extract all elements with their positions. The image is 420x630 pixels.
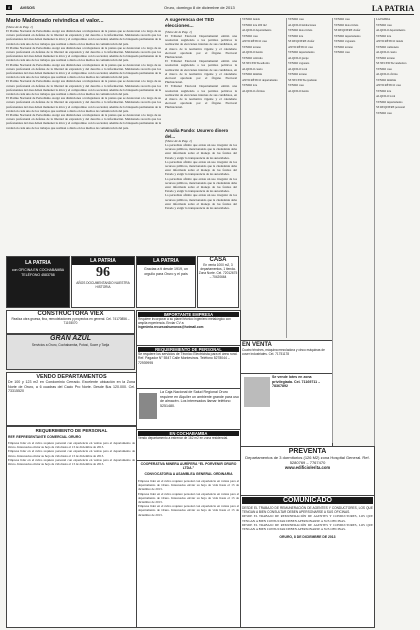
classifieds-column-2 [286, 18, 332, 338]
classified-ad: VENDO casa [376, 66, 392, 71]
classified-ad: ALQUILO departamento [242, 28, 272, 32]
ad-logo: LA PATRIA [72, 257, 134, 265]
ad-website[interactable]: www.edificiolerita.com [284, 465, 331, 470]
ad-text: Empresa líder en el rubro requiere personal con experiencia en ventas para el departamento de Oruro. Interesados enviar su hoja de vida hasta el 13 de diciembre de 2013. [8, 441, 135, 450]
ad-comunicado [240, 495, 375, 628]
article-body-continued: El Premio Nacional de Periodismo otorgó sus distinciones a trabajadores de la prensa que se destacaron a lo largo de su carrera profesional en defensa de la libertad de expresión y del derecho a la información. Maldonado recordó que los profesionales del área deben mantener la ética y el compromiso con la sociedad, además de la búsqueda permanente de la verdad en cada uno de los trabajos que realizan a diario en los medios de comunicación del país. [6, 96, 161, 113]
ad-vendo-departamentos [6, 372, 137, 426]
classifieds-column-2b [332, 18, 375, 443]
classified-ad: ALQUILO oficina [376, 72, 398, 76]
ad-body: Empresa líder en el rubro requiere personal con experiencia en ventas para el departamento de Oruro. Interesados enviar su hoja de vida hasta el 13 de diciembre de 2013. [138, 479, 239, 492]
article-title: Amalia Pando: Usurero dinero del... [165, 128, 229, 139]
classified-ad: SE REQUIERE personal [376, 105, 405, 109]
article-body-continued: El Premio Nacional de Periodismo otorgó sus distinciones a trabajadores de la prensa que se destacaron a lo largo de su carrera profesional en defensa de la libertad de expresión y del derecho a la información. Maldonado recordó que los profesionales del área deben mantener la ética y el compromiso con la sociedad, además de la búsqueda permanente de la verdad en cada uno de los trabajos que realizan a diario en los medios de comunicación del país. [6, 113, 161, 130]
ad-text: con OFICINA EN COCHABAMBA TELÉFONO 4583758 [11, 268, 65, 277]
classified-ad: SE REQUIERE chofer [334, 28, 361, 32]
ad-footer: ORURO, 8 DE DICIEMBRE DE 2013 [279, 535, 336, 540]
article-subtitle: (Viene de la Pág. 1) [165, 139, 192, 143]
ad-text: Servicios a Oruro, Cochabamba, Potosí, Sucre y Tarija [31, 343, 110, 347]
ad-requerimiento-personal [6, 426, 137, 628]
ad-text: DESDE EL TRABAJO DE REMUNERACIÓN DE AGENTES Y CONDUCTORES, LOS QUE TENGAN A BIEN CONSULTAR DEBEN APERSONARSE A SUS OFICINAS. [242, 506, 373, 515]
ad-text-continued: DESDE EL TRABAJO DE REMUNERACIÓN DE AGENTES Y CONDUCTORES, LOS QUE TENGAN A BIEN CONSULTAR DEBEN APERSONARSE A SUS OFICINAS. [242, 522, 373, 532]
classified-ad: VENDO lote [376, 33, 392, 38]
classified-ad: VENDO motocicleta [288, 28, 313, 32]
classified-ad: VENDO terreno [242, 44, 262, 49]
classified-ad: ALQUILO tienda [288, 88, 309, 93]
page-date: Oruro, domingo 8 de diciembre de 2013 [164, 5, 235, 10]
ad-logo: LA PATRIA [25, 260, 51, 266]
article-body-continued: El Tribunal Electoral Departamental emitió una resolución sugiriendo a los partidos políticos la realización de elecciones internas de sus candidatos, en el marco de la normativa vigente y el calendario electoral aprobado por el Órgano Electoral Plurinacional. [165, 84, 237, 110]
classified-ad: VENDO casa [288, 83, 304, 87]
ad-text: Se requiere los servicios de Técnico Electricista para el área rural. Ref. Pagador N° 5547 Calle Montesinos. Teléfono 5278044 – 72939995 [138, 352, 238, 365]
classified-ad: VENDO casa [334, 18, 350, 21]
ad-text: Realiza obra gruesa, fina, remodelaciones y proyectos en general. Cel. 74170856 – 71193070 [11, 317, 130, 325]
classified-ad: ANTICRÉTICO casa [242, 39, 267, 43]
classified-ad: VENDO terreno [376, 55, 396, 60]
ad-text: Gracias a ti desde 1919, un orgullo para Oruro y el país [144, 267, 188, 276]
ad-patria-cochabamba [6, 256, 70, 308]
classified-ad: VENDO minibús [376, 77, 397, 82]
classified-ad: ALQUILO cuarto [376, 50, 397, 54]
article-body: La periodista afirmó que existe un uso irregular de los recursos públicos, mencionando que la ciudadanía debe estar informada sobre el manejo de los fondos del Estado y exigir la transparencia de las autoridades. [165, 143, 237, 160]
classified-ad: VENDO casa [376, 22, 392, 27]
ad-text: Se vende lotes en zona privilegiada. Cel. 71169711 – 78367892 [272, 375, 321, 389]
article-body: El Premio Nacional de Periodismo otorgó sus distinciones a trabajadores de la prensa que se destacaron a lo largo de su carrera profesional en defensa de la libertad de expresión y del derecho a la información. Maldonado recordó que los profesionales del área deben mantener la ética y el compromiso con la sociedad, además de la búsqueda permanente de la verdad en cada uno de los trabajos que realizan a diario en los medios de comunicación del país. [6, 29, 161, 46]
ad-en-cochabamba [136, 429, 241, 461]
classified-ad: ALQUILO cuarto [242, 66, 263, 71]
ad-importante-empresa [136, 310, 241, 346]
article-body-continued: El Tribunal Electoral Departamental emitió una resolución sugiriendo a los partidos políticos la realización de elecciones internas de sus candidatos, en el marco de la normativa vigente y el calendario electoral aprobado por el Órgano Electoral Plurinacional. [165, 59, 237, 85]
ad-title: PREVENTA [288, 448, 327, 455]
ad-patria-96-years [71, 256, 135, 308]
article-body-continued: El Premio Nacional de Periodismo otorgó sus distinciones a trabajadores de la prensa que se destacaron a lo largo de su carrera profesional en defensa de la libertad de expresión y del derecho a la información. Maldonado recordó que los profesionales del área deben mantener la ética y el compromiso con la sociedad, además de la búsqueda permanente de la verdad en cada uno de los trabajos que realizan a diario en los medios de comunicación del país. [6, 45, 161, 63]
classified-ad: VENDO departamento [376, 99, 403, 104]
ad-title: IMPORTANTE EMPRESA [138, 312, 239, 317]
ad-requerimiento-electricista [136, 345, 241, 389]
classified-ad: VENDO lote 200 m2 [242, 22, 267, 27]
ad-subtitle: CONVOCATORIA A ASAMBLEA GENERAL ORDINARIA [144, 472, 233, 476]
classified-ad: VENDO lote [288, 33, 304, 38]
ad-preventa [240, 446, 375, 496]
article-pando [165, 128, 237, 248]
newspaper-logo: LA PATRIA [371, 4, 414, 13]
classified-ad: ANTICRÉTICO casa [376, 83, 401, 87]
classified-ad: SE NECESITA ayudante [288, 77, 317, 82]
classified-ad: ANTICRÉTICO departamento [242, 77, 278, 82]
ad-title: EN COCHABAMBA [138, 431, 239, 436]
ad-title: GRAN AZUL [50, 335, 91, 342]
ad-title: CASA [209, 257, 227, 263]
classified-ad: VENDO camioneta [376, 44, 399, 49]
classified-ad: VENDO departamento [334, 33, 361, 38]
classified-ad: ALQUILO local [376, 94, 396, 98]
classified-ad: VENDO casa [376, 110, 392, 115]
page-header [6, 4, 414, 14]
ad-text: Requiere incorporar a su planel técnico ingeniero metalúrgico con amplia experiencia. Enviar CV a: [138, 317, 231, 325]
classifieds-column-3 [374, 18, 417, 626]
classified-ad: ANTICRÉTICO casa [288, 44, 313, 49]
classified-ad: VENDO vagoneta [288, 61, 310, 65]
classified-ad: ANTICRÉTICO tienda [376, 39, 404, 43]
ad-title: EN VENTA [242, 342, 272, 348]
classified-ad: ALQUILO local [288, 66, 308, 71]
ad-inmobiliaria [240, 373, 333, 447]
header-rule [6, 14, 414, 15]
classified-ad: SE REQUIERE chofer [288, 39, 315, 43]
ad-text: La Caja Nacional de Salud Regional Oruro requiere en Alquiler un ambiente grande para uso de almacén. Los interesados llamar teléfono 5251480. [160, 390, 239, 408]
article-body-continued: El Premio Nacional de Periodismo otorgó sus distinciones a trabajadores de la prensa que se destacaron a lo largo de su carrera profesional en defensa de la libertad de expresión y del derecho a la información. Maldonado recordó que los profesionales del área deben mantener la ética y el compromiso con la sociedad, además de la búsqueda permanente de la verdad en cada uno de los trabajos que realizan a diario en los medios de comunicación del país. [6, 79, 161, 97]
classified-ad: VENDO tienda [242, 18, 260, 21]
classified-ad: VENDO motocicleta [334, 22, 359, 27]
ad-subtitle: REF. REPRESENTANTE COMERCIAL ORURO [8, 435, 81, 439]
classified-ad: ALQUILO departamento [376, 28, 406, 32]
article-body-continued: La periodista afirmó que existe un uso irregular de los recursos públicos, mencionando que la ciudadanía debe estar informada sobre el manejo de los fondos del Estado y exigir la transparencia de las autoridades. [165, 159, 237, 177]
article-body: El Tribunal Electoral Departamental emitió una resolución sugiriendo a los partidos políticos la realización de elecciones internas de sus candidatos, en el marco de la normativa vigente y el calendario electoral aprobado por el Órgano Electoral Plurinacional. [165, 34, 237, 60]
classified-ad: VENDO minibús [242, 72, 263, 76]
classified-ad: VENDO casa [242, 33, 258, 38]
article-title: A sugerencia del TED elecciones... [165, 18, 215, 29]
ad-gran-azul [6, 334, 135, 370]
page-number: 8 [8, 5, 11, 10]
ad-text: En venta 1000 m2, 3 departamentos, 1 tienda. Zona Norte. Cel. 72012675 – 70420664 [198, 263, 238, 279]
classified-ad: ALQUILO oficinas [242, 88, 265, 93]
article-ted [165, 18, 237, 126]
ad-title: CONSTRUCTORA VIEX [37, 311, 104, 317]
ad-body-continued: Empresa líder en el rubro requiere personal con experiencia en ventas para el departamento de Oruro. Interesados enviar su hoja de vida hasta el 13 de diciembre de 2013. [138, 491, 239, 505]
article-title: Mario Maldonado reivindica el valor... [6, 18, 104, 24]
classified-ad: SE NECESITA vendedora [376, 61, 407, 65]
section-name: AVISOS [20, 5, 35, 10]
ad-text-continued: Empresa líder en el rubro requiere personal con experiencia en ventas para el departamento de Oruro. Interesados enviar su hoja de vida hasta el 13 de diciembre de 2013. [8, 449, 135, 458]
ad-text: AÑOS DOCUMENTANDO NUESTRA HISTORIA [76, 281, 130, 289]
ad-en-venta [240, 340, 333, 374]
ad-title: REQUERIMIENTO DE PERSONAL [35, 428, 108, 433]
classified-ad: VENDO casa [334, 50, 350, 54]
ad-text-continued: Empresa líder en el rubro requiere personal con experiencia en ventas para el departamento de Oruro. Interesados enviar su hoja de vida hasta el 13 de diciembre de 2013. [8, 457, 135, 467]
classified-ad: VENDO casa [288, 18, 304, 21]
ad-body-continued: Empresa líder en el rubro requiere personal con experiencia en ventas para el departamento de Oruro. Interesados enviar su hoja de vida hasta el 13 de diciembre de 2013. [138, 504, 239, 517]
ad-title: COMUNICADO [242, 497, 373, 504]
ad-email[interactable]: ingenieria.recursoshumanos@hotmail.com [138, 325, 204, 329]
caja-logo-icon [139, 393, 157, 419]
classified-ad: VENDO lote [376, 88, 392, 93]
classified-ad: VENDO lote [242, 83, 258, 87]
article-body-continued: El Premio Nacional de Periodismo otorgó sus distinciones a trabajadores de la prensa que se destacaron a lo largo de su carrera profesional en defensa de la libertad de expresión y del derecho a la información. Maldonado recordó que los profesionales del área deben mantener la ética y el compromiso con la sociedad, además de la búsqueda permanente de la verdad en cada uno de los trabajos que realizan a diario en los medios de comunicación del país. [6, 62, 161, 80]
classified-ad: VENDO departamento [288, 50, 315, 54]
classified-ad: VENDO vehículo [242, 55, 263, 60]
ad-text-continued: DESDE EL TRABAJO DE REMUNERACIÓN DE AGENTES Y CONDUCTORES, LOS QUE TENGAN A BIEN CONSULTAR DEBEN APERSONARSE A SUS OFICINAS. [242, 514, 373, 523]
article-subtitle: (Viene de la Pág. 1) [6, 25, 33, 29]
article-maldonado [6, 18, 161, 250]
classified-ad: LA PATRIA [376, 18, 391, 21]
ad-title: VENDO DEPARTAMENTOS [36, 374, 107, 380]
ad-title: COOPERATIVA MINERA AURÍFERA “EL PORVENIR ORURO LTDA.” [140, 462, 237, 470]
ad-cooperativa [136, 460, 241, 628]
classified-ad: SE NECESITA señorita [242, 61, 270, 65]
ad-title: REQUERIMIENTO DE PERSONAL [138, 347, 239, 352]
ad-text: Vendo departamento a estrenar de 162 m2 en zona residencial. [138, 436, 229, 440]
ad-caja-nacional [136, 388, 241, 430]
ad-constructora-viex [6, 310, 135, 334]
article-subtitle: (Viene de la Pág. 1) [165, 30, 192, 34]
classified-ad: VENDO terreno [334, 44, 354, 49]
classified-ad: VENDO terreno [288, 72, 308, 76]
ad-text: Departamentos de 3 dormitorios (126 M2) zona Hospital General. Ref. 5280769 – 7767470 [245, 455, 370, 465]
classified-ad: ALQUILO habitaciones [288, 22, 317, 27]
classified-ad: VENDO vagoneta [334, 39, 356, 43]
ad-casa [197, 256, 239, 308]
ad-patria-gracias [136, 256, 196, 308]
years-number: 96 [96, 265, 110, 280]
ad-text: De 100 y 123 m2 en Condominio Cerrado. Excelente ubicación en la Zona Norte de Oruro, a 6 cuadras del Cacic Pro Norte. Desde $us 120.000. Cel. 73315520 [8, 380, 135, 394]
article-body-continued: La periodista afirmó que existe un uso irregular de los recursos públicos, mencionando que la ciudadanía debe estar informada sobre el manejo de los fondos del Estado y exigir la transparencia de las autoridades. [165, 193, 237, 211]
article-body-continued: La periodista afirmó que existe un uso irregular de los recursos públicos, mencionando que la ciudadanía debe estar informada sobre el manejo de los fondos del Estado y exigir la transparencia de las autoridades. [165, 176, 237, 194]
ad-text: Cuatro trinches, máquina mezcladora y cinco máquinas de coser industriales. Cel. 71751178 [242, 348, 325, 356]
building-icon [244, 377, 270, 407]
classified-ad: ALQUILO garaje [288, 55, 309, 60]
ad-logo: LA PATRIA [137, 257, 195, 265]
classified-ad: ALQUILO tienda [242, 50, 263, 54]
